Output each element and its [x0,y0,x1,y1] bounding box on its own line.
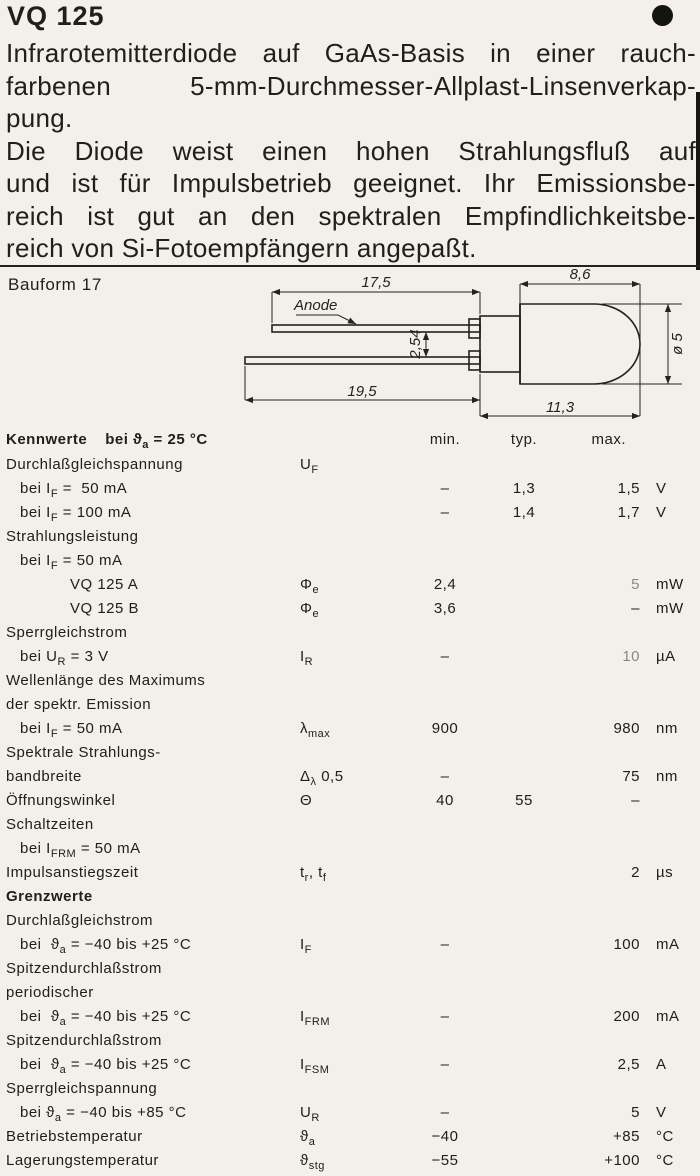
param-label: VQ 125 B [70,600,140,617]
param-symbol: $\Delta_\lambda$ 0,5 [300,768,344,788]
value-max: 10 [622,648,640,665]
param-label: Lagerungstemperatur [6,1152,159,1169]
param-label: bei $ϑ_a = -40$ bis +25 °C [20,1008,192,1028]
table-header [6,431,698,456]
table-row [6,456,698,480]
corner-dot [652,5,673,26]
table-row [6,480,698,504]
table-row [6,528,698,552]
value-max: +100 [604,1152,640,1169]
description-line-4: Die Diode weist einen hohen Strahlungsfluß auf [6,135,696,166]
table-row [6,576,698,600]
value-unit: °C [656,1152,674,1169]
table-row [6,696,698,720]
description-line-3: pung. [6,103,73,133]
param-label: bei $I_F = 100$ mA [20,504,132,524]
data-table [6,431,698,1176]
dim-label-17-5: 17,5 [361,274,391,291]
param-symbol: $I_R$ [300,648,314,668]
param-label: bei $I_F = 50$ mA [20,480,128,500]
value-unit: mA [656,1008,680,1025]
value-min: – [440,1104,450,1121]
value-min: −55 [431,1152,459,1169]
lead-tab-bottom [469,351,480,370]
param-label: Wellenlänge des Maximums [6,672,206,689]
table-row [6,960,698,984]
param-symbol: $U_R$ [300,1104,320,1124]
col-header-typ: typ. [510,431,538,448]
param-label: bei $I_F = 50$ mA [20,552,123,572]
table-row [6,648,698,672]
table-row [6,840,698,864]
param-label: der spektr. Emission [6,696,152,713]
value-unit: V [656,480,667,497]
param-label: bei $ϑ_a = -40$ bis +85 °C [20,1104,187,1124]
dim-label-2-54: 2,54 [407,329,424,359]
value-unit: mA [656,936,680,953]
dim-label-diameter-5: ø 5 [669,333,686,355]
param-label: Spitzendurchlaßstrom [6,1032,162,1049]
dim-label-19-5: 19,5 [347,383,377,400]
description-line-2: farbenen 5-mm-Durchmesser-Allplast-Linsenverkap- [6,70,696,101]
param-symbol: $I_{FRM}$ [300,1008,330,1028]
param-label: Impulsanstiegszeit [6,864,139,881]
table-row [6,1128,698,1152]
param-symbol: $\lambda_{max}$ [300,720,331,740]
description-line-6: reich ist gut an den spektralen Empfindlichkeitsbe- [6,200,696,231]
dim-label-8-6: 8,6 [569,268,591,283]
value-unit: V [656,504,667,521]
value-max: 200 [613,1008,640,1025]
value-min: 2,4 [433,576,457,593]
param-symbol: $I_{FSM}$ [300,1056,330,1076]
table-row [6,1080,698,1104]
param-label: Sperrgleichspannung [6,1080,158,1097]
description-line-5: und ist für Impulsbetrieb geeignet. Ihr Emissionsbe- [6,168,696,198]
value-min: 40 [436,792,454,809]
param-symbol: $ϑ_a$ [300,1128,316,1148]
value-max: – [631,792,640,809]
table-row [6,672,698,696]
param-symbol: $I_F$ [300,936,312,956]
value-unit: nm [656,720,678,737]
param-symbol: $\Phi_e$ [300,576,320,596]
param-label: Spitzendurchlaßstrom [6,960,162,977]
value-max: 5 [631,1104,640,1121]
value-min: – [440,1008,450,1025]
anode-pointer [296,315,356,324]
param-label: bei $U_R = 3$ V [20,648,109,668]
table-row [6,864,698,888]
param-label: Grenzwerte [6,888,93,905]
value-min: – [440,768,450,785]
value-unit: mW [656,600,684,617]
table-row [6,1152,698,1176]
param-label: Spektrale Strahlungs- [6,744,161,761]
table-rows [6,456,698,1176]
value-max: 75 [622,768,640,785]
param-symbol: $U_F$ [300,456,319,476]
scan-edge-artifact [696,92,700,270]
led-outline [245,304,640,384]
table-row [6,888,698,912]
param-label: VQ 125 A [70,576,139,593]
value-min: 900 [431,720,459,737]
value-min: 3,6 [433,600,457,617]
table-row [6,744,698,768]
col-header-max: max. [591,431,626,448]
lens-dome [520,304,640,384]
param-label: Betriebstemperatur [6,1128,143,1145]
col-header-min: min. [429,431,461,448]
param-label: Durchlaßgleichspannung [6,456,183,473]
table-row [6,936,698,960]
value-max: 100 [613,936,640,953]
table-row [6,720,698,744]
value-max: +85 [613,1128,640,1145]
param-label: bei $ϑ_a = -40$ bis +25 °C [20,936,192,956]
param-symbol: Θ [300,792,313,809]
value-min: – [440,504,450,521]
test-condition: bei $ϑ_a = 25$ °C [105,431,208,451]
param-symbol: $t_r$, $t_f$ [300,864,327,884]
table-row [6,552,698,576]
value-min: – [440,1056,450,1073]
value-max: 2,5 [617,1056,640,1073]
section-divider [0,265,700,267]
param-label: Öffnungswinkel [6,792,116,809]
table-row [6,768,698,792]
value-typ: 1,3 [512,480,536,497]
table-row [6,1008,698,1032]
param-symbol: $\Phi_e$ [300,600,320,620]
value-max: 1,5 [617,480,640,497]
value-typ: 1,4 [512,504,536,521]
value-typ: 55 [515,792,533,809]
value-min: – [440,480,450,497]
value-max: 5 [631,576,640,593]
table-row [6,1056,698,1080]
param-label: Schaltzeiten [6,816,94,833]
package-drawing [236,268,700,434]
table-row [6,1032,698,1056]
param-label: bei $I_F = 50$ mA [20,720,123,740]
value-unit: mW [656,576,684,593]
description-line-1: Infrarotemitterdiode auf GaAs-Basis in einer rauch- [6,38,696,68]
package-collar [480,316,520,372]
description-line-7: reich von Si-Fotoempfängern angepaßt. [6,233,477,263]
cathode-lead [245,357,480,364]
table-row [6,600,698,624]
value-unit: µs [656,864,674,881]
value-unit: °C [656,1128,674,1145]
col-header-unit [640,431,698,456]
table-header-label [6,431,408,456]
value-unit: A [656,1056,667,1073]
value-min: – [440,936,450,953]
value-max: 1,7 [617,504,640,521]
table-row [6,912,698,936]
anode-lead [272,325,480,332]
param-label: bei $I_{FRM} = 50$ mA [20,840,141,860]
param-label: Strahlungsleistung [6,528,139,545]
kennwerte-title: Kennwerte [6,431,88,448]
param-symbol: $ϑ_{stg}$ [300,1152,325,1172]
table-row [6,1104,698,1128]
value-unit: nm [656,768,678,785]
description [6,37,696,265]
value-unit: V [656,1104,667,1121]
table-row [6,504,698,528]
value-max: – [631,600,640,617]
value-min: – [440,648,450,665]
bauform-label: Bauform 17 [8,275,102,294]
value-max: 980 [613,720,640,737]
dim-label-11-3: 11,3 [545,399,575,416]
lead-tab-top [469,319,480,338]
param-label: Sperrgleichstrom [6,624,128,641]
value-max: 2 [631,864,640,881]
anode-label: Anode [294,297,338,314]
value-min: −40 [431,1128,459,1145]
table-row [6,624,698,648]
table-row [6,792,698,816]
param-label: bei $ϑ_a = -40$ bis +25 °C [20,1056,192,1076]
param-label: bandbreite [6,768,82,785]
table-row [6,816,698,840]
param-label: periodischer [6,984,94,1001]
value-unit: µA [656,648,676,665]
table-row [6,984,698,1008]
param-label: Durchlaßgleichstrom [6,912,154,929]
page-title: VQ 125 [7,1,105,31]
